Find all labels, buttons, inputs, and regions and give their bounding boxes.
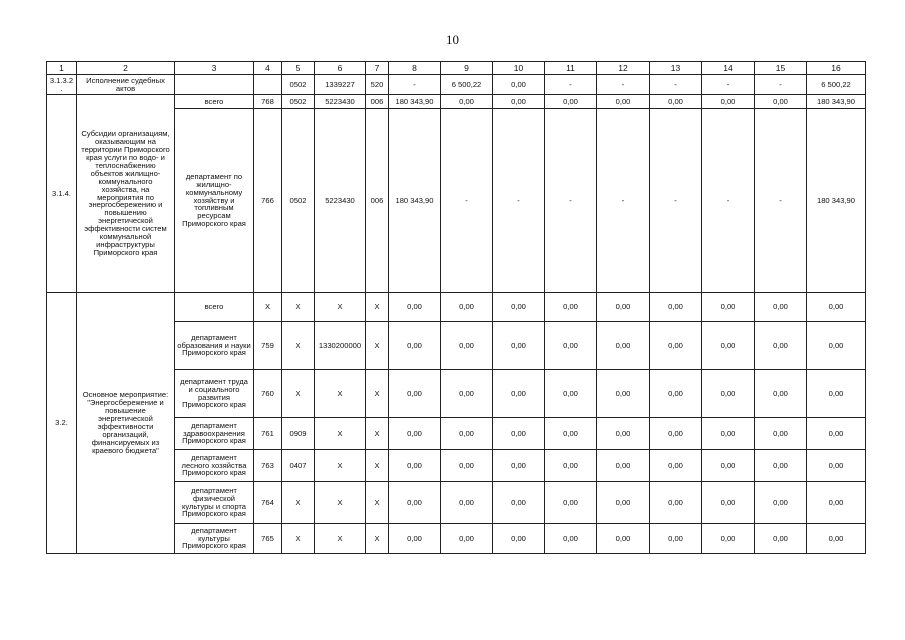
cell: 0,00 xyxy=(441,450,493,482)
cell: X xyxy=(282,322,315,370)
cell: 0,00 xyxy=(650,482,702,524)
cell: 0,00 xyxy=(807,293,866,322)
cell: 0,00 xyxy=(545,95,597,109)
cell: 766 xyxy=(254,109,282,293)
cell: 0,00 xyxy=(650,524,702,554)
cell: 0,00 xyxy=(545,524,597,554)
row-code: 3.1.4. xyxy=(47,95,77,293)
col-header: 8 xyxy=(389,62,441,75)
cell: - xyxy=(650,75,702,95)
cell: 1330200000 xyxy=(315,322,366,370)
table-row xyxy=(47,95,866,109)
cell: 0,00 xyxy=(702,418,755,450)
col-header: 6 xyxy=(315,62,366,75)
cell: 0,00 xyxy=(545,482,597,524)
col-header: 11 xyxy=(545,62,597,75)
col-header: 1 xyxy=(47,62,77,75)
cell: 0,00 xyxy=(493,524,545,554)
cell: 0,00 xyxy=(807,450,866,482)
cell: - xyxy=(755,75,807,95)
cell: 6 500,22 xyxy=(441,75,493,95)
cell: X xyxy=(366,524,389,554)
cell: 0,00 xyxy=(807,322,866,370)
cell: 760 xyxy=(254,370,282,418)
cell: 180 343,90 xyxy=(389,109,441,293)
cell: 768 xyxy=(254,95,282,109)
cell: 0,00 xyxy=(545,293,597,322)
cell: X xyxy=(366,418,389,450)
cell: 0,00 xyxy=(545,450,597,482)
cell: 0,00 xyxy=(702,482,755,524)
cell: - xyxy=(650,109,702,293)
row-recipient: департамент культуры Приморского края xyxy=(175,524,254,554)
row-code: 3.2. xyxy=(47,293,77,554)
cell: 0,00 xyxy=(650,450,702,482)
cell: X xyxy=(282,293,315,322)
cell: 0,00 xyxy=(493,322,545,370)
cell: X xyxy=(315,524,366,554)
cell: - xyxy=(597,109,650,293)
cell: 764 xyxy=(254,482,282,524)
cell: 0,00 xyxy=(650,322,702,370)
cell: - xyxy=(493,109,545,293)
col-header: 15 xyxy=(755,62,807,75)
col-header: 7 xyxy=(366,62,389,75)
cell: 0,00 xyxy=(702,322,755,370)
row-recipient xyxy=(175,75,254,95)
cell: 0407 xyxy=(282,450,315,482)
col-header: 3 xyxy=(175,62,254,75)
cell: X xyxy=(282,524,315,554)
cell: X xyxy=(366,450,389,482)
cell: X xyxy=(282,482,315,524)
cell: 0,00 xyxy=(702,524,755,554)
cell: 0,00 xyxy=(441,293,493,322)
col-header: 9 xyxy=(441,62,493,75)
cell: 5223430 xyxy=(315,109,366,293)
cell: 6 500,22 xyxy=(807,75,866,95)
col-header: 14 xyxy=(702,62,755,75)
cell: 0,00 xyxy=(441,418,493,450)
cell: 0,00 xyxy=(755,95,807,109)
cell: - xyxy=(702,75,755,95)
budget-table xyxy=(46,61,866,554)
cell: X xyxy=(315,370,366,418)
cell: 0,00 xyxy=(702,450,755,482)
cell: 0,00 xyxy=(597,418,650,450)
cell: 0909 xyxy=(282,418,315,450)
cell: 520 xyxy=(366,75,389,95)
cell: 0,00 xyxy=(702,95,755,109)
cell: 0,00 xyxy=(755,293,807,322)
cell: - xyxy=(545,75,597,95)
col-header: 13 xyxy=(650,62,702,75)
cell: 180 343,90 xyxy=(807,95,866,109)
col-header: 4 xyxy=(254,62,282,75)
page-number: 10 xyxy=(446,32,459,47)
row-recipient: всего xyxy=(175,95,254,109)
row-recipient: департамент труда и социального развития Приморского края xyxy=(175,370,254,418)
row-recipient: департамент лесного хозяйства Приморского края xyxy=(175,450,254,482)
table-row xyxy=(47,75,866,95)
row-name: Субсидии организациям, оказывающим на территории Приморского края услуги по водо- и теплоснабжению объектов жилищно-коммунального хозяйства, на мероприятия по энергосбережению и повышению энергетической эффективности систем коммунальной инфраструктуры Приморского края xyxy=(77,95,175,293)
cell: 0,00 xyxy=(650,293,702,322)
cell: 0,00 xyxy=(493,75,545,95)
cell: 0,00 xyxy=(597,370,650,418)
cell: X xyxy=(315,482,366,524)
row-recipient: департамент здравоохранения Приморского края xyxy=(175,418,254,450)
cell: 0,00 xyxy=(597,293,650,322)
cell: 006 xyxy=(366,109,389,293)
cell: 765 xyxy=(254,524,282,554)
cell: 1339227 xyxy=(315,75,366,95)
cell: X xyxy=(366,370,389,418)
cell: 0,00 xyxy=(755,322,807,370)
cell: 0,00 xyxy=(493,95,545,109)
cell: 0,00 xyxy=(702,370,755,418)
cell: X xyxy=(315,418,366,450)
cell: 0,00 xyxy=(597,322,650,370)
cell: 0,00 xyxy=(545,370,597,418)
col-header: 10 xyxy=(493,62,545,75)
cell: 0,00 xyxy=(755,418,807,450)
table-row xyxy=(47,293,866,322)
header-row xyxy=(47,62,866,75)
cell: 0,00 xyxy=(441,482,493,524)
cell: 761 xyxy=(254,418,282,450)
cell: 0,00 xyxy=(441,95,493,109)
row-code: 3.1.3.2. xyxy=(47,75,77,95)
cell: 763 xyxy=(254,450,282,482)
row-recipient: департамент физической культуры и спорта Приморского края xyxy=(175,482,254,524)
cell: 0,00 xyxy=(807,482,866,524)
cell: 0,00 xyxy=(493,482,545,524)
cell: - xyxy=(545,109,597,293)
cell: 0,00 xyxy=(597,450,650,482)
cell: 0,00 xyxy=(650,370,702,418)
cell: X xyxy=(254,293,282,322)
cell: 759 xyxy=(254,322,282,370)
cell: 0,00 xyxy=(493,293,545,322)
cell: 0,00 xyxy=(545,322,597,370)
cell: 0,00 xyxy=(389,450,441,482)
cell: 0,00 xyxy=(389,524,441,554)
cell: X xyxy=(315,293,366,322)
cell: 5223430 xyxy=(315,95,366,109)
cell: X xyxy=(366,293,389,322)
col-header: 12 xyxy=(597,62,650,75)
row-name: Основное мероприятие: "Энергосбережение и повышение энергетической эффективности организаций, финансируемых из краевого бюджета" xyxy=(77,293,175,554)
cell: 0,00 xyxy=(807,524,866,554)
cell: 0,00 xyxy=(755,450,807,482)
col-header: 16 xyxy=(807,62,866,75)
cell: 0,00 xyxy=(807,370,866,418)
row-recipient: департамент образования и науки Приморского края xyxy=(175,322,254,370)
cell: 0,00 xyxy=(545,418,597,450)
cell: - xyxy=(441,109,493,293)
cell: 0,00 xyxy=(597,524,650,554)
cell: - xyxy=(702,109,755,293)
cell: 0,00 xyxy=(755,482,807,524)
cell: 0,00 xyxy=(755,524,807,554)
cell: X xyxy=(366,322,389,370)
cell: - xyxy=(389,75,441,95)
col-header: 2 xyxy=(77,62,175,75)
cell: 0502 xyxy=(282,75,315,95)
cell: 0,00 xyxy=(389,482,441,524)
cell: 0,00 xyxy=(755,370,807,418)
cell: 0,00 xyxy=(702,293,755,322)
cell: X xyxy=(282,370,315,418)
cell: 0,00 xyxy=(441,524,493,554)
cell: 0,00 xyxy=(493,418,545,450)
cell xyxy=(254,75,282,95)
cell: X xyxy=(366,482,389,524)
col-header: 5 xyxy=(282,62,315,75)
cell: 0,00 xyxy=(650,418,702,450)
cell: 0,00 xyxy=(493,450,545,482)
cell: 180 343,90 xyxy=(807,109,866,293)
row-name: Исполнение судебных актов xyxy=(77,75,175,95)
cell: 0502 xyxy=(282,95,315,109)
cell: 0,00 xyxy=(441,322,493,370)
cell: 0,00 xyxy=(389,293,441,322)
cell: 0,00 xyxy=(807,418,866,450)
cell: 0,00 xyxy=(441,370,493,418)
cell: 0,00 xyxy=(389,370,441,418)
row-recipient: всего xyxy=(175,293,254,322)
cell: 0,00 xyxy=(650,95,702,109)
row-recipient: департамент по жилищно-коммунальному хозяйству и топливным ресурсам Приморского края xyxy=(175,109,254,293)
cell: 0,00 xyxy=(493,370,545,418)
cell: 006 xyxy=(366,95,389,109)
cell: 180 343,90 xyxy=(389,95,441,109)
cell: 0,00 xyxy=(597,482,650,524)
cell: X xyxy=(315,450,366,482)
cell: - xyxy=(755,109,807,293)
cell: 0,00 xyxy=(597,95,650,109)
cell: - xyxy=(597,75,650,95)
cell: 0,00 xyxy=(389,418,441,450)
cell: 0,00 xyxy=(389,322,441,370)
cell: 0502 xyxy=(282,109,315,293)
